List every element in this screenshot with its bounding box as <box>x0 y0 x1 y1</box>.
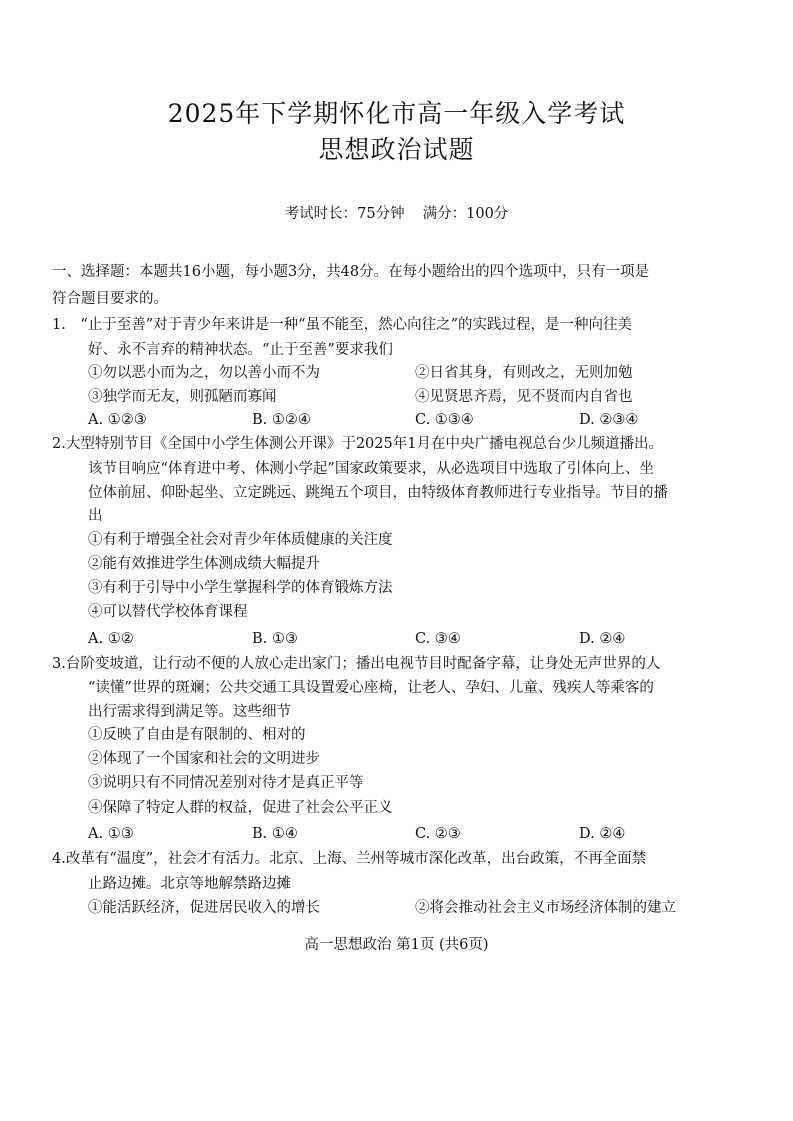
q2-option-a: A. ①② <box>88 631 134 647</box>
q4-stem-line: 4.改革有“温度”，社会才有活力。北京、上海、兰州等城市深化改革，出台政策，不再全面禁 <box>52 851 647 867</box>
q1-statement: ②日省其身，有则改之，无则加勉 <box>415 365 633 381</box>
q2-option-c: C. ③④ <box>415 631 461 647</box>
q2-stem-line: 2.大型特别节目《全国中小学生体测公开课》于2025年1月在中央广播电视总台少儿频道播出。 <box>52 436 663 452</box>
q2-option-d: D. ②④ <box>579 631 626 647</box>
q4-statement: ②将会推动社会主义市场经济体制的建立 <box>415 900 676 916</box>
q3-statement: ②体现了一个国家和社会的文明进步 <box>88 751 320 767</box>
q3-option-c: C. ②③ <box>415 826 461 842</box>
q4-stem-line: 止路边摊。北京等地解禁路边摊 <box>88 876 291 892</box>
q1-statement: ③独学而无友，则孤陋而寡闻 <box>88 389 277 405</box>
section-intro-line: 符合题目要求的。 <box>52 291 168 307</box>
section-intro-line: 一、选择题：本题共16小题，每小题3分，共48分。在每小题给出的四个选项中，只有一项是 <box>52 264 650 280</box>
exam-meta <box>0 204 793 224</box>
q1-option-a: A. ①②③ <box>88 412 147 428</box>
q1-option-b: B. ①②④ <box>252 412 311 428</box>
q1-statement: ④见贤思齐焉，见不贤而内自省也 <box>415 389 633 405</box>
q3-statement: ③说明只有不同情况差别对待才是真正平等 <box>88 775 364 791</box>
q2-statement: ①有利于增强全社会对青少年体质健康的关注度 <box>88 532 393 548</box>
q2-stem-line: 该节目响应“体育进中考、体测小学起”国家政策要求，从必选项目中选取了引体向上、坐 <box>88 461 654 477</box>
q1-statement: ①勿以恶小而为之，勿以善小而不为 <box>88 365 320 381</box>
exam-time: 考试时长：75分钟 <box>284 206 405 222</box>
exam-subject-title: 思想政治试题 <box>318 135 475 164</box>
q3-statement: ①反映了自由是有限制的、相对的 <box>88 727 306 743</box>
q1-option-d: D. ②③④ <box>579 412 639 428</box>
q3-option-b: B. ①④ <box>252 826 298 842</box>
exam-title: 2025年下学期怀化市高一年级入学考试 <box>167 99 626 128</box>
q4-statement: ①能活跃经济，促进居民收入的增长 <box>88 900 320 916</box>
q1-stem-line: 好、永不言弃的精神状态。“止于至善”要求我们 <box>88 342 393 358</box>
q3-stem-line: 出行需求得到满足等。这些细节 <box>88 704 291 720</box>
page-footer: 高一思想政治 第1页 (共6页) <box>304 937 489 953</box>
q2-option-b: B. ①③ <box>252 631 298 647</box>
q3-stem-line: “读懂”世界的斑斓；公共交通工具设置爱心座椅，让老人、孕妇、儿童、残疾人等乘客的 <box>88 680 654 696</box>
q3-statement: ④保障了特定人群的权益，促进了社会公平正义 <box>88 800 393 816</box>
q2-statement: ②能有效推进学生体测成绩大幅提升 <box>88 556 320 572</box>
q2-stem-line: 出 <box>88 508 103 524</box>
q1-option-c: C. ①③④ <box>415 412 474 428</box>
q3-option-d: D. ②④ <box>579 826 626 842</box>
q2-stem-line: 位体前屈、仰卧起坐、立定跳远、跳绳五个项目，由特级体育教师进行专业指导。节目的播 <box>88 485 668 501</box>
full-score: 满分：100分 <box>422 206 509 222</box>
q1-stem-line: 1. “止于至善”对于青少年来讲是一种“虽不能至，然心向往之”的实践过程，是一种向往美 <box>52 317 632 333</box>
q3-stem-line: 3.台阶变坡道，让行动不便的人放心走出家门；播出电视节目时配备字幕，让身处无声世界的人 <box>52 656 661 672</box>
q2-statement: ③有利于引导中小学生掌握科学的体育锻炼方法 <box>88 580 393 596</box>
q2-statement: ④可以替代学校体育课程 <box>88 604 248 620</box>
q3-option-a: A. ①③ <box>88 826 134 842</box>
